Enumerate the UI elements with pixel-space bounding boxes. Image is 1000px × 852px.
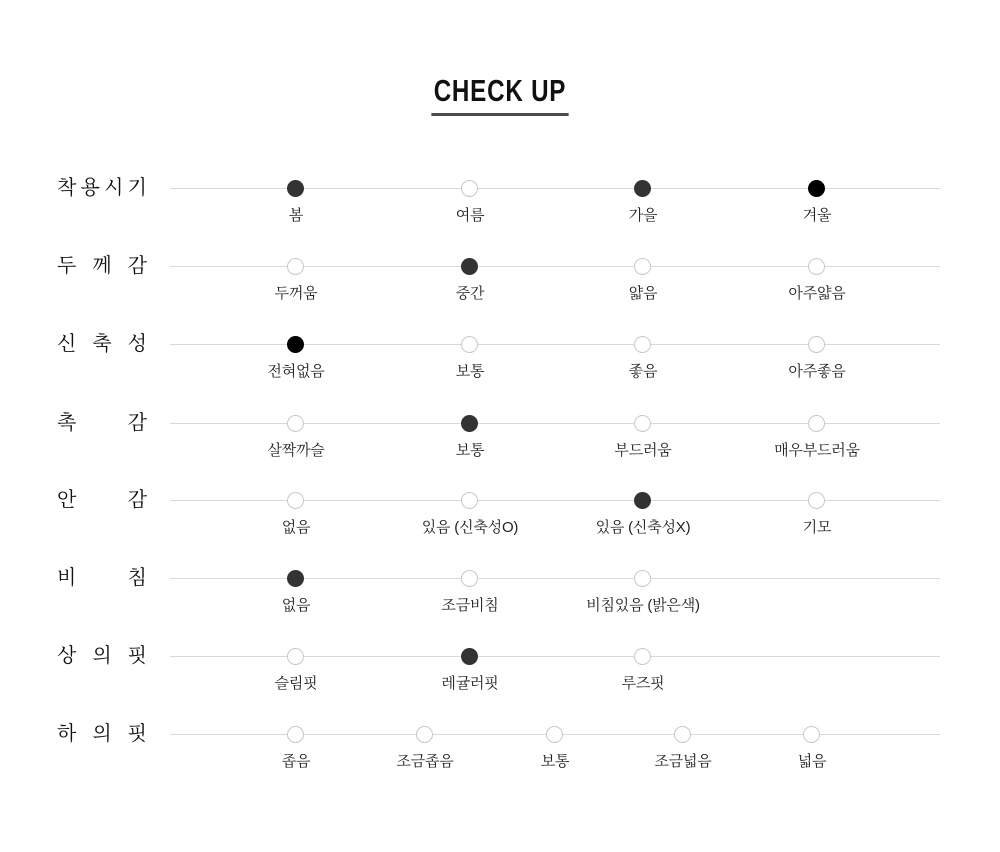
- option-label: 비침있음 (밝은색): [586, 597, 700, 614]
- row-label: [57, 490, 147, 511]
- row-label-char: 감: [127, 412, 147, 434]
- row-label-char: 비: [57, 567, 77, 589]
- row-label: [57, 256, 147, 277]
- row-label-char: 핏: [127, 723, 147, 745]
- option-dot-filled: [461, 648, 478, 665]
- option-label: 조금넓음: [654, 753, 712, 770]
- option-dot-empty: [634, 570, 651, 587]
- option-dot-empty: [808, 415, 825, 432]
- row-label-char: 의: [92, 723, 112, 745]
- checkup-row: [0, 490, 1000, 554]
- option-dot-empty: [634, 258, 651, 275]
- option-label: 루즈핏: [621, 675, 665, 692]
- option-dot-filled: [287, 180, 304, 197]
- option-dot-empty: [461, 570, 478, 587]
- option-label: 두꺼움: [274, 285, 318, 302]
- option-label: 가을: [628, 207, 658, 224]
- page-title: CHECK UP: [431, 74, 568, 116]
- option-label: 봄: [288, 207, 304, 224]
- row-label-char: 침: [127, 567, 147, 589]
- option-dot-empty: [634, 415, 651, 432]
- option-dot-filled: [808, 180, 825, 197]
- checkup-row: [0, 568, 1000, 632]
- option-label: 있음 (신축성O): [421, 519, 519, 536]
- row-label: [57, 646, 147, 667]
- option-label: 없음: [281, 519, 311, 536]
- option-label: 넓음: [797, 753, 827, 770]
- option-dot-filled: [634, 492, 651, 509]
- option-label: 부드러움: [614, 442, 672, 459]
- option-dot-empty: [546, 726, 563, 743]
- row-label-char: 촉: [57, 412, 77, 434]
- option-label: 겨울: [802, 207, 832, 224]
- row-label-char: 축: [92, 333, 112, 355]
- row-label-char: 안: [57, 489, 77, 511]
- option-label: 살짝까슬: [267, 442, 325, 459]
- option-dot-empty: [634, 336, 651, 353]
- checkup-row: [0, 413, 1000, 477]
- option-label: 얇음: [628, 285, 658, 302]
- row-label-char: 감: [127, 489, 147, 511]
- option-dot-filled: [287, 570, 304, 587]
- option-label: 여름: [455, 207, 485, 224]
- row-label: [57, 334, 147, 355]
- option-label: 보통: [540, 753, 570, 770]
- option-label: 보통: [455, 363, 485, 380]
- track-line: [170, 656, 940, 657]
- row-label: [57, 568, 147, 589]
- row-label-char: 신: [57, 333, 77, 355]
- option-dot-empty: [461, 492, 478, 509]
- checkup-row: [0, 724, 1000, 788]
- row-label: [57, 724, 147, 745]
- row-label-char: 용: [80, 177, 100, 199]
- option-label: 중간: [455, 285, 485, 302]
- option-label: 레귤러핏: [441, 675, 499, 692]
- option-dot-empty: [808, 336, 825, 353]
- option-dot-filled: [287, 336, 304, 353]
- option-label: 기모: [802, 519, 832, 536]
- option-label: 매우부드러움: [774, 442, 860, 459]
- option-dot-empty: [803, 726, 820, 743]
- option-dot-filled: [634, 180, 651, 197]
- row-label-char: 착: [57, 177, 77, 199]
- option-dot-filled: [461, 415, 478, 432]
- checkup-row: [0, 646, 1000, 710]
- row-label-char: 시: [104, 177, 124, 199]
- checkup-row: [0, 178, 1000, 242]
- checkup-row: [0, 256, 1000, 320]
- option-label: 아주얇음: [788, 285, 846, 302]
- option-label: 있음 (신축성X): [595, 519, 691, 536]
- option-dot-empty: [287, 415, 304, 432]
- option-dot-empty: [674, 726, 691, 743]
- option-label: 좋음: [628, 363, 658, 380]
- option-dot-empty: [808, 258, 825, 275]
- option-dot-filled: [461, 258, 478, 275]
- option-dot-empty: [808, 492, 825, 509]
- row-label-char: 감: [127, 255, 147, 277]
- row-label-char: 두: [57, 255, 77, 277]
- row-label-char: 하: [57, 723, 77, 745]
- row-label-char: 의: [92, 645, 112, 667]
- row-label: [57, 178, 147, 199]
- option-label: 전혀없음: [267, 363, 325, 380]
- option-dot-empty: [287, 258, 304, 275]
- option-label: 보통: [455, 442, 485, 459]
- row-label-char: 기: [127, 177, 147, 199]
- row-label-char: 핏: [127, 645, 147, 667]
- track-line: [170, 578, 940, 579]
- checkup-row: [0, 334, 1000, 398]
- option-label: 아주좋음: [788, 363, 846, 380]
- row-label-char: 께: [92, 255, 112, 277]
- option-label: 없음: [281, 597, 311, 614]
- option-dot-empty: [287, 648, 304, 665]
- option-label: 조금비침: [441, 597, 499, 614]
- page-header: [0, 74, 1000, 116]
- option-dot-empty: [287, 726, 304, 743]
- option-dot-empty: [461, 336, 478, 353]
- row-label-char: 상: [57, 645, 77, 667]
- option-label: 슬림핏: [274, 675, 318, 692]
- row-label: [57, 413, 147, 434]
- option-dot-empty: [416, 726, 433, 743]
- option-label: 조금좁음: [396, 753, 454, 770]
- option-label: 좁음: [281, 753, 311, 770]
- option-dot-empty: [287, 492, 304, 509]
- option-dot-empty: [461, 180, 478, 197]
- row-label-char: 성: [127, 333, 147, 355]
- option-dot-empty: [634, 648, 651, 665]
